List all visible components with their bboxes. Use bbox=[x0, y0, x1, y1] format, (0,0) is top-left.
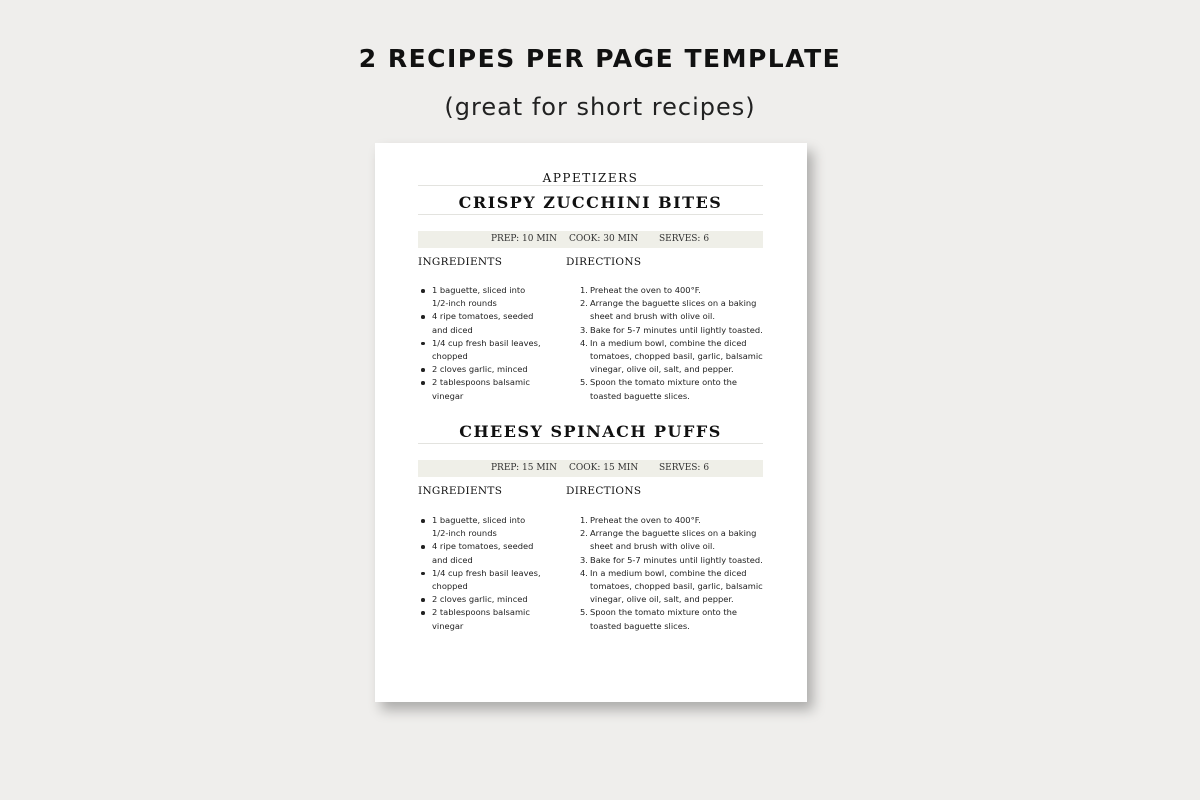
list-item bbox=[580, 376, 765, 402]
cook-time: COOK: 15 MIN bbox=[569, 463, 639, 473]
servings: SERVES: 6 bbox=[659, 234, 710, 244]
list-item: 4 ripe tomatoes, seeded and diced bbox=[418, 310, 543, 336]
list-item: 1 baguette, sliced into 1/2-inch rounds bbox=[418, 284, 543, 310]
step-text: In a medium bowl, combine the diced tomatoes, chopped basil, garlic, balsamic vinegar, olive oil, salt, and pepper. bbox=[590, 337, 763, 375]
category-divider bbox=[418, 185, 763, 186]
list-item bbox=[580, 554, 765, 567]
step-text: Arrange the baguette slices on a baking sheet and brush with olive oil. bbox=[590, 528, 757, 552]
step-number: 1. bbox=[580, 285, 588, 295]
ingredients-list bbox=[418, 514, 543, 633]
list-item bbox=[580, 297, 765, 323]
prep-time: PREP: 15 MIN bbox=[491, 463, 557, 473]
step-number: 5. bbox=[580, 607, 588, 618]
step-number: 1. bbox=[580, 515, 588, 525]
step-text: Spoon the tomato mixture onto the toasted baguette slices. bbox=[590, 607, 737, 631]
list-item bbox=[580, 324, 765, 337]
list-item: 2 tablespoons balsamic vinegar bbox=[418, 606, 543, 632]
title-divider bbox=[418, 443, 763, 444]
step-number: 4. bbox=[580, 337, 588, 348]
list-item bbox=[580, 337, 765, 377]
list-item bbox=[580, 567, 765, 607]
recipe-meta-bar bbox=[418, 460, 763, 477]
list-item bbox=[580, 514, 765, 527]
prep-time: PREP: 10 MIN bbox=[491, 234, 557, 244]
recipe-meta-bar bbox=[418, 231, 763, 248]
step-text: Arrange the baguette slices on a baking sheet and brush with olive oil. bbox=[590, 298, 757, 322]
servings: SERVES: 6 bbox=[659, 463, 710, 473]
step-number: 5. bbox=[580, 377, 588, 388]
cook-time: COOK: 30 MIN bbox=[569, 234, 639, 244]
list-item: 4 ripe tomatoes, seeded and diced bbox=[418, 540, 543, 566]
recipe-title: CRISPY ZUCCHINI BITES bbox=[458, 193, 723, 212]
list-item bbox=[580, 527, 765, 553]
list-item: 1/4 cup fresh basil leaves, chopped bbox=[418, 337, 543, 363]
list-item: 2 cloves garlic, minced bbox=[418, 593, 543, 606]
step-text: Spoon the tomato mixture onto the toasted baguette slices. bbox=[590, 377, 737, 401]
banner-title: 2 RECIPES PER PAGE TEMPLATE bbox=[358, 44, 842, 73]
recipe-page bbox=[375, 143, 807, 702]
step-number: 2. bbox=[580, 528, 588, 539]
banner-subtitle: (great for short recipes) bbox=[444, 93, 756, 121]
title-divider bbox=[418, 214, 763, 215]
ingredients-list bbox=[418, 284, 543, 403]
ingredients-heading: INGREDIENTS bbox=[418, 485, 503, 497]
step-text: In a medium bowl, combine the diced tomatoes, chopped basil, garlic, balsamic vinegar, olive oil, salt, and pepper. bbox=[590, 567, 763, 605]
list-item: 1 baguette, sliced into 1/2-inch rounds bbox=[418, 514, 543, 540]
step-text: Preheat the oven to 400°F. bbox=[590, 285, 701, 295]
list-item: 2 cloves garlic, minced bbox=[418, 363, 543, 376]
step-number: 3. bbox=[580, 554, 588, 565]
list-item: 2 tablespoons balsamic vinegar bbox=[418, 376, 543, 402]
directions-list bbox=[580, 514, 765, 633]
step-number: 2. bbox=[580, 298, 588, 309]
directions-heading: DIRECTIONS bbox=[566, 485, 642, 497]
list-item: 1/4 cup fresh basil leaves, chopped bbox=[418, 567, 543, 593]
step-text: Bake for 5-7 minutes until lightly toasted. bbox=[590, 324, 763, 335]
category-heading: APPETIZERS bbox=[542, 171, 639, 185]
step-text: Preheat the oven to 400°F. bbox=[590, 515, 701, 525]
list-item bbox=[580, 606, 765, 632]
ingredients-heading: INGREDIENTS bbox=[418, 256, 503, 268]
directions-heading: DIRECTIONS bbox=[566, 256, 642, 268]
step-text: Bake for 5-7 minutes until lightly toasted. bbox=[590, 554, 763, 565]
recipe-title: CHEESY SPINACH PUFFS bbox=[459, 422, 722, 441]
list-item bbox=[580, 284, 765, 297]
directions-list bbox=[580, 284, 765, 403]
step-number: 4. bbox=[580, 567, 588, 578]
step-number: 3. bbox=[580, 324, 588, 335]
